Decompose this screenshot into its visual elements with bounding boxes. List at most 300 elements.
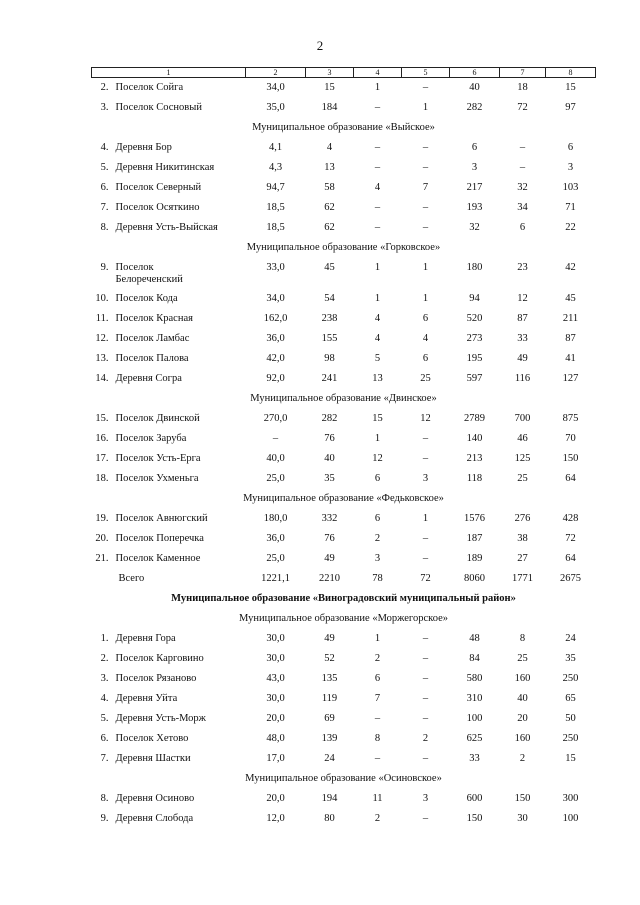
value-cell-col-5: – [422,201,429,213]
table-row [92,449,596,469]
value-cell-col-4: 1 [374,82,381,93]
value-cell-col-8: 150 [562,452,579,464]
table-row [92,309,596,329]
value-cell-col-5: – [422,692,429,704]
value-cell-col-8: 64 [565,552,576,564]
value-cell-col-5: 7 [422,181,429,193]
value-cell-col-3: 80 [324,812,335,824]
value-cell-col-7: 150 [514,792,531,804]
value-cell-col-8: 71 [565,201,576,213]
value-cell-col-2: 33,0 [266,261,285,273]
settlement-name-cell [92,569,246,589]
value-cell-col-6: 310 [466,692,483,704]
value-cell-col-2: 30,0 [266,632,285,644]
value-cell-col-2: 25,0 [266,472,285,484]
value-cell-col-2: 18,5 [266,221,285,233]
value-cell-col-7: 160 [514,672,531,684]
value-cell-col-2: – [272,432,279,444]
value-cell-col-8: 15 [565,752,576,764]
value-cell-col-5: 3 [422,792,429,804]
value-cell-col-3: 62 [324,201,335,213]
value-cell-col-6: 625 [466,732,483,744]
value-cell-col-8: 72 [565,532,576,544]
value-cell-col-7: 87 [517,312,528,324]
value-cell-col-7: 46 [517,432,528,444]
table-row [92,349,596,369]
value-cell-col-3: 2210 [319,572,340,584]
value-cell-col-5: – [422,82,429,93]
header-cell: 3 [306,68,354,78]
settlement-name-cell [92,709,246,729]
value-cell-col-3: 139 [321,732,338,744]
value-cell-col-3: 76 [324,432,335,444]
row-number: 4. [100,141,109,153]
table-row [92,469,596,489]
settlement-name: Поселок Сосновый [115,101,202,113]
value-cell-col-3: 35 [324,472,335,484]
row-number: 6. [100,181,109,193]
value-cell-col-3: 40 [324,452,335,464]
value-cell-col-5: 25 [420,372,431,384]
table-row [92,429,596,449]
settlement-name-cell [92,329,246,349]
value-cell-col-6: 32 [469,221,480,233]
settlement-name-cell [92,309,246,329]
settlement-name: Поселок Кода [115,292,178,304]
row-number: 3. [100,672,109,684]
value-cell-col-8: 70 [565,432,576,444]
table-row [92,709,596,729]
row-number: 14. [95,372,109,384]
value-cell-col-5: 6 [422,352,429,364]
value-cell-col-8: 35 [565,652,576,664]
value-cell-col-5: – [422,552,429,564]
value-cell-col-8: 64 [565,472,576,484]
value-cell-col-8: 2675 [560,572,581,584]
value-cell-col-6: 189 [466,552,483,564]
value-cell-col-8: 45 [565,292,576,304]
value-cell-col-6: 6 [471,141,478,153]
settlement-name: Деревня Слобода [115,812,194,824]
value-cell-col-2: 36,0 [266,532,285,544]
value-cell-col-4: – [374,712,381,724]
value-cell-col-5: – [422,812,429,824]
table-row [92,78,596,98]
value-cell-col-7: 700 [514,412,531,424]
value-cell-col-8: 300 [562,792,579,804]
value-cell-col-5: – [422,452,429,464]
section-heading-row [92,389,596,409]
value-cell-col-6: 600 [466,792,483,804]
settlement-name: Поселок Авнюгский [115,512,208,524]
value-cell-col-7: 160 [514,732,531,744]
value-cell-col-4: 3 [374,552,381,564]
value-cell-col-8: 127 [562,372,579,384]
value-cell-col-7: – [519,141,526,153]
header-cell: 8 [546,68,596,78]
value-cell-col-3: 135 [321,672,338,684]
value-cell-col-3: 69 [324,712,335,724]
settlement-name: Поселок Карговино [115,652,204,664]
value-cell-col-8: 24 [565,632,576,644]
value-cell-col-2: 30,0 [266,652,285,664]
value-cell-col-2: 92,0 [266,372,285,384]
header-cell: 7 [500,68,546,78]
table-row [92,158,596,178]
settlement-name: Всего [118,572,145,584]
value-cell-col-6: 273 [466,332,483,344]
settlement-name: Поселок [115,261,154,273]
value-cell-col-6: 118 [466,472,483,484]
value-cell-col-5: 1 [422,512,429,524]
value-cell-col-3: 49 [324,552,335,564]
value-cell-col-8: 250 [562,732,579,744]
value-cell-col-8: 100 [562,812,579,824]
section-heading-row [92,118,596,138]
settlement-name-cell [92,809,246,829]
section-heading: Муниципальное образование «Выйское» [252,121,435,133]
value-cell-col-4: – [374,752,381,764]
value-cell-col-2: 17,0 [266,752,285,764]
total-row [92,569,596,589]
value-cell-col-4: 1 [374,632,381,644]
value-cell-col-3: 184 [321,101,338,113]
value-cell-col-3: 241 [321,372,338,384]
value-cell-col-3: 52 [324,652,335,664]
value-cell-col-3: 332 [321,512,338,524]
settlement-name-cell [92,469,246,489]
value-cell-col-3: 45 [324,261,335,273]
value-cell-col-8: 42 [565,261,576,273]
settlement-name-cell [92,529,246,549]
settlement-name: Деревня Усть-Морж [115,712,206,724]
row-number: 13. [95,352,109,364]
value-cell-col-8: 250 [562,672,579,684]
table-row [92,689,596,709]
settlement-name-cell [92,729,246,749]
value-cell-col-8: 875 [562,412,579,424]
value-cell-col-3: 49 [324,632,335,644]
table-row [92,749,596,769]
value-cell-col-2: 20,0 [266,712,285,724]
row-number: 4. [100,692,109,704]
value-cell-col-6: 597 [466,372,483,384]
table-row [92,178,596,198]
settlement-name: Деревня Усть-Выйская [115,221,218,233]
value-cell-col-2: 4,3 [268,161,283,173]
value-cell-col-6: 150 [466,812,483,824]
settlement-name: Поселок Двинской [115,412,200,424]
section-heading-row [92,769,596,789]
value-cell-col-5: 1 [422,292,429,304]
value-cell-col-7: 1771 [512,572,533,584]
value-cell-col-2: 180,0 [263,512,288,524]
settlement-name-continued: Белореченский [115,273,183,285]
value-cell-col-6: 193 [466,201,483,213]
value-cell-col-4: – [374,221,381,233]
table-row [92,509,596,529]
value-cell-col-3: 238 [321,312,338,324]
value-cell-col-5: – [422,221,429,233]
value-cell-col-6: 140 [466,432,483,444]
value-cell-col-8: 103 [562,181,579,193]
value-cell-col-6: 195 [466,352,483,364]
value-cell-col-2: 1221,1 [261,572,290,584]
section-heading: Муниципальное образование «Горковское» [246,241,441,253]
value-cell-col-6: 180 [466,261,483,273]
row-number: 20. [95,532,109,544]
value-cell-col-5: 1 [422,101,429,113]
settlement-name: Поселок Заруба [115,432,187,444]
settlement-name: Поселок Поперечка [115,532,204,544]
value-cell-col-4: 8 [374,732,381,744]
value-cell-col-2: 43,0 [266,672,285,684]
settlement-name-cell [92,78,246,98]
value-cell-col-8: 50 [565,712,576,724]
value-cell-col-2: 42,0 [266,352,285,364]
value-cell-col-2: 20,0 [266,792,285,804]
settlement-name-cell [92,369,246,389]
table-row [92,198,596,218]
value-cell-col-8: 22 [565,221,576,233]
value-cell-col-7: 72 [517,101,528,113]
value-cell-col-8: 211 [562,312,579,324]
value-cell-col-4: – [374,201,381,213]
section-heading: Муниципальное образование «Осиновское» [245,772,442,784]
value-cell-col-5: – [422,632,429,644]
value-cell-col-7: 116 [514,372,531,384]
header-cell: 2 [246,68,306,78]
settlement-name: Поселок Усть-Ерга [115,452,201,464]
value-cell-col-5: 1 [422,261,429,273]
table-row [92,98,596,118]
value-cell-col-7: 23 [517,261,528,273]
section-heading: Муниципальное образование «Виноградовский муниципальный район» [171,592,516,604]
value-cell-col-2: 94,7 [266,181,285,193]
value-cell-col-2: 162,0 [263,312,288,324]
value-cell-col-7: 33 [517,332,528,344]
value-cell-col-5: – [422,752,429,764]
value-cell-col-6: 8060 [464,572,485,584]
header-cell: 5 [402,68,450,78]
value-cell-col-2: 4,1 [268,141,283,153]
value-cell-col-5: 2 [422,732,429,744]
value-cell-col-5: – [422,432,429,444]
value-cell-col-4: 1 [374,432,381,444]
row-number: 16. [95,432,109,444]
value-cell-col-6: 84 [469,652,480,664]
table-row [92,669,596,689]
value-cell-col-2: 270,0 [263,412,288,424]
value-cell-col-2: 48,0 [266,732,285,744]
settlement-name-cell [92,789,246,809]
settlement-name-cell [92,258,246,289]
value-cell-col-7: 25 [517,472,528,484]
settlement-name-cell [92,629,246,649]
row-number: 7. [100,752,109,764]
value-cell-col-3: 282 [321,412,338,424]
value-cell-col-6: 2789 [464,412,485,424]
value-cell-col-7: 18 [517,82,528,93]
table-row [92,789,596,809]
value-cell-col-4: 15 [372,412,383,424]
value-cell-col-4: 4 [374,181,381,193]
section-heading: Муниципальное образование «Федьковское» [243,492,444,504]
page-number: 2 [316,38,324,53]
value-cell-col-4: 5 [374,352,381,364]
settlement-name-cell [92,649,246,669]
settlement-name: Поселок Хетово [115,732,189,744]
table-row [92,729,596,749]
value-cell-col-3: 4 [326,141,333,153]
table-row [92,258,596,289]
settlements-table [91,67,596,829]
value-cell-col-7: 20 [517,712,528,724]
value-cell-col-7: 2 [519,752,526,764]
value-cell-col-2: 18,5 [266,201,285,213]
table-row [92,218,596,238]
settlement-name-cell [92,409,246,429]
settlement-name: Поселок Ламбас [115,332,190,344]
section-heading-row [92,609,596,629]
settlement-name-cell [92,289,246,309]
value-cell-col-6: 217 [466,181,483,193]
settlement-name-cell [92,689,246,709]
value-cell-col-6: 520 [466,312,483,324]
value-cell-col-8: 428 [562,512,579,524]
value-cell-col-5: – [422,712,429,724]
row-number: 5. [100,161,109,173]
table-row [92,549,596,569]
settlement-name: Деревня Никитинская [115,161,215,173]
value-cell-col-4: 6 [374,472,381,484]
value-cell-col-2: 35,0 [266,101,285,113]
row-number: 10. [95,292,109,304]
value-cell-col-5: 12 [420,412,431,424]
value-cell-col-2: 25,0 [266,552,285,564]
header-cell: 4 [354,68,402,78]
table-row [92,138,596,158]
settlement-name-cell [92,509,246,529]
value-cell-col-4: 6 [374,512,381,524]
value-cell-col-5: – [422,672,429,684]
header-cell: 6 [450,68,500,78]
settlement-name: Деревня Шастки [115,752,191,764]
settlement-name: Поселок Палова [115,352,189,364]
value-cell-col-5: 72 [420,572,431,584]
value-cell-col-8: 15 [565,82,576,93]
value-cell-col-3: 13 [324,161,335,173]
value-cell-col-8: 3 [567,161,574,173]
table-row [92,529,596,549]
value-cell-col-3: 58 [324,181,335,193]
section-heading: Муниципальное образование «Моржегорское» [239,612,448,624]
value-cell-col-6: 48 [469,632,480,644]
value-cell-col-5: 4 [422,332,429,344]
value-cell-col-3: 54 [324,292,335,304]
value-cell-col-4: – [374,141,381,153]
settlement-name-cell [92,349,246,369]
settlement-name-cell [92,138,246,158]
row-number: 21. [95,552,109,564]
value-cell-col-4: 1 [374,292,381,304]
value-cell-col-4: 4 [374,312,381,324]
settlement-name-cell [92,429,246,449]
settlement-name: Поселок Красная [115,312,193,324]
value-cell-col-6: 40 [469,82,480,93]
settlement-name: Деревня Бор [115,141,172,153]
value-cell-col-7: 27 [517,552,528,564]
settlement-name-cell [92,198,246,218]
value-cell-col-4: 13 [372,372,383,384]
value-cell-col-7: 30 [517,812,528,824]
value-cell-col-8: 65 [565,692,576,704]
row-number: 5. [100,712,109,724]
value-cell-col-7: 12 [517,292,528,304]
value-cell-col-8: 97 [565,101,576,113]
settlement-name-cell [92,549,246,569]
value-cell-col-4: 2 [374,652,381,664]
value-cell-col-4: 4 [374,332,381,344]
value-cell-col-6: 580 [466,672,483,684]
section-heading-row [92,489,596,509]
settlement-name: Поселок Рязаново [115,672,197,684]
settlement-name: Поселок Каменное [115,552,201,564]
value-cell-col-7: 32 [517,181,528,193]
row-number: 15. [95,412,109,424]
table-body [92,78,596,829]
value-cell-col-7: 38 [517,532,528,544]
value-cell-col-7: 25 [517,652,528,664]
value-cell-col-3: 76 [324,532,335,544]
value-cell-col-3: 15 [324,82,335,93]
value-cell-col-4: 12 [372,452,383,464]
value-cell-col-3: 194 [321,792,338,804]
settlement-name-cell [92,749,246,769]
settlement-name: Поселок Ухменьга [115,472,199,484]
row-number: 8. [100,221,109,233]
settlement-name: Поселок Северный [115,181,202,193]
value-cell-col-5: – [422,532,429,544]
row-number: 1. [100,632,109,644]
value-cell-col-5: 6 [422,312,429,324]
table-row [92,809,596,829]
row-number: 8. [100,792,109,804]
settlement-name: Деревня Гора [115,632,176,644]
value-cell-col-5: – [422,652,429,664]
row-number: 7. [100,201,109,213]
settlement-name-cell [92,178,246,198]
settlement-name-cell [92,218,246,238]
value-cell-col-3: 155 [321,332,338,344]
value-cell-col-6: 1576 [464,512,485,524]
value-cell-col-2: 36,0 [266,332,285,344]
value-cell-col-2: 40,0 [266,452,285,464]
row-number: 17. [95,452,109,464]
settlement-name: Деревня Уйта [115,692,178,704]
value-cell-col-4: 2 [374,532,381,544]
row-number: 19. [95,512,109,524]
table-row [92,409,596,429]
value-cell-col-6: 3 [471,161,478,173]
row-number: 11. [95,312,109,324]
header-cell: 1 [92,68,246,78]
value-cell-col-4: 78 [372,572,383,584]
value-cell-col-7: 40 [517,692,528,704]
value-cell-col-7: 125 [514,452,531,464]
value-cell-col-6: 187 [466,532,483,544]
value-cell-col-4: – [374,101,381,113]
